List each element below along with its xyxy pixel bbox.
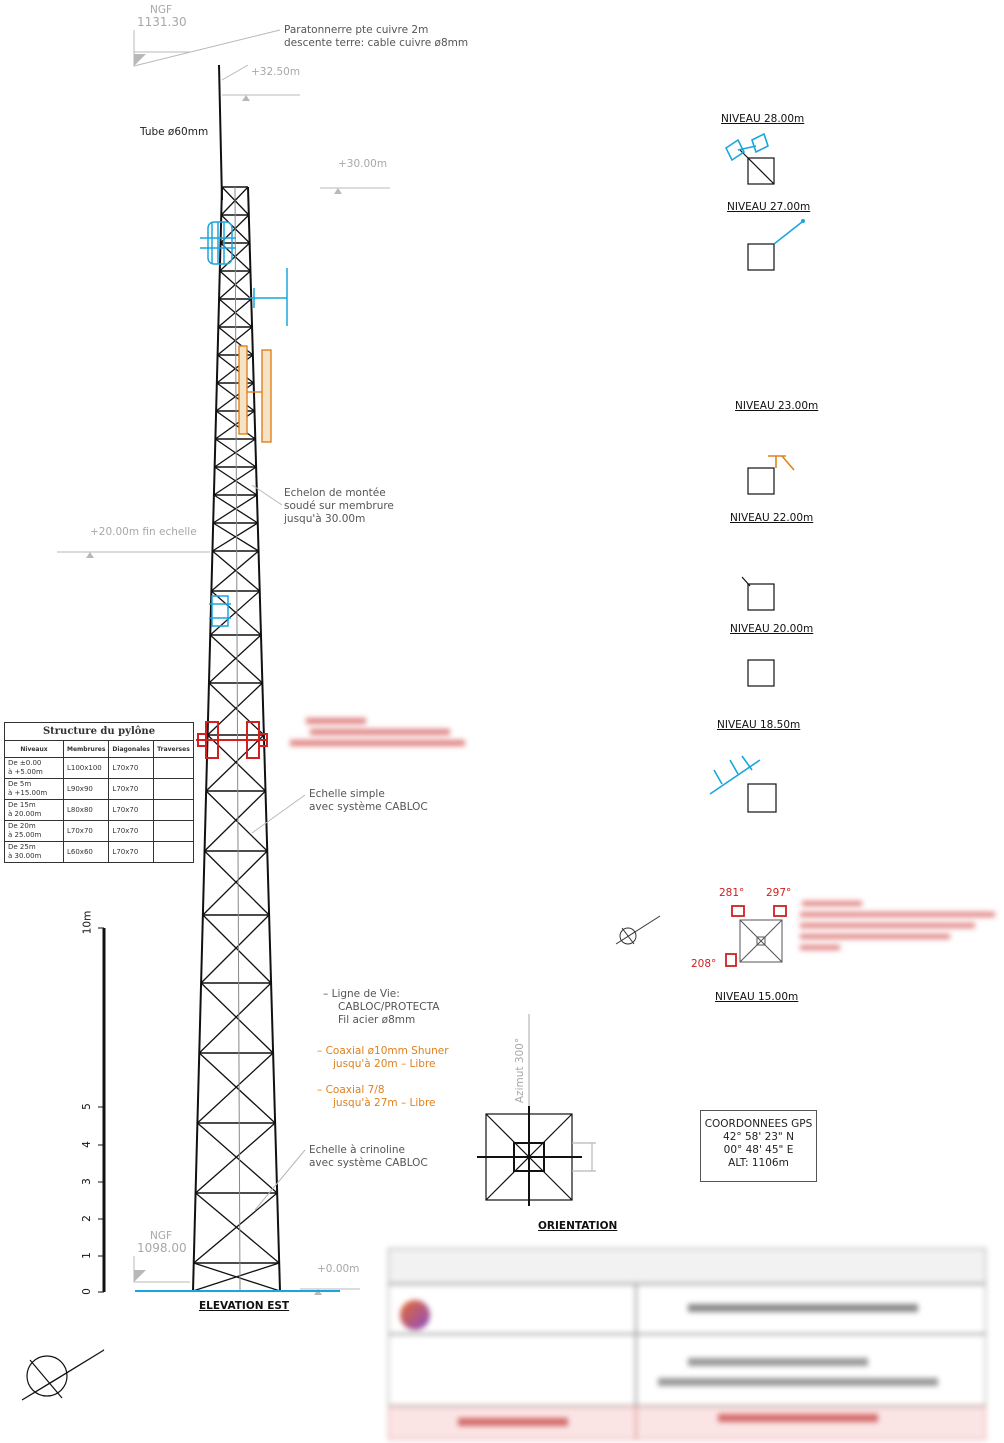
echelle-simple-note-2: avec système CABLOC <box>309 801 428 813</box>
level-title-23: NIVEAU 23.00m <box>735 400 819 412</box>
level-title-20: NIVEAU 20.00m <box>730 623 814 635</box>
table-cell: De 5m à +15.00m <box>5 779 64 800</box>
structure-table <box>4 722 194 863</box>
table-header-cell: Diagonales <box>109 741 154 758</box>
table-cell: L70x70 <box>109 821 154 842</box>
level-32-50: +32.50m <box>251 66 301 78</box>
tower-member <box>206 735 264 791</box>
tower-member <box>210 635 262 683</box>
table-cell: L70x70 <box>109 779 154 800</box>
table-cell: De 25m à 30.00m <box>5 842 64 863</box>
table-header-row <box>5 741 194 758</box>
scale-label-4: 4 <box>80 1141 93 1148</box>
ligne-vie-note-2: CABLOC/PROTECTA <box>338 1001 440 1013</box>
ligne-vie-note-1: – Ligne de Vie: <box>323 988 400 1000</box>
tower-member <box>194 1193 277 1263</box>
tower-member <box>201 915 269 983</box>
plan-n18 <box>710 756 776 812</box>
redacted-note-1 <box>290 716 465 750</box>
plan-n20 <box>748 660 774 686</box>
crinoline-note-2: avec système CABLOC <box>309 1157 428 1169</box>
level-title-27: NIVEAU 27.00m <box>727 201 811 213</box>
coax10-note-2: jusqu'à 20m – Libre <box>333 1058 436 1070</box>
table-cell <box>153 800 193 821</box>
level-20-00: +20.00m fin echelle <box>90 526 197 538</box>
tower-member <box>211 551 258 591</box>
echelle-simple-note-1: Echelle simple <box>309 788 385 800</box>
ngf-bottom-value: 1098.00 <box>137 1241 187 1255</box>
tower-member <box>197 1123 277 1193</box>
tower-member <box>199 1053 275 1123</box>
tower-member <box>210 591 259 635</box>
plan-n23 <box>748 456 794 494</box>
level-0-00: +0.00m <box>317 1263 360 1275</box>
level-markers <box>86 54 342 1295</box>
scale-label-2: 2 <box>80 1215 93 1222</box>
echelon-note-2: soudé sur membrure <box>284 500 394 512</box>
paratonnerre-note-2: descente terre: cable cuivre ø8mm <box>284 37 469 49</box>
table-row <box>5 779 194 800</box>
tower-member <box>196 1123 276 1193</box>
table-cell: L70x70 <box>109 758 154 779</box>
scale-label-3: 3 <box>80 1178 93 1185</box>
gps-altitude: ALT: 1106m <box>728 1157 789 1169</box>
north-arrow-icon <box>22 1350 104 1400</box>
red-antennas <box>196 722 268 758</box>
table-row <box>5 758 194 779</box>
tower-member <box>211 591 261 635</box>
table-header-cell: Membrures <box>64 741 109 758</box>
level-title-22: NIVEAU 22.00m <box>730 512 814 524</box>
table-cell <box>153 842 193 863</box>
plan-n27 <box>748 219 805 270</box>
table-header-cell: Traverses <box>153 741 193 758</box>
table-cell: De ±0.00 à +5.00m <box>5 758 64 779</box>
table-cell <box>153 758 193 779</box>
ngf-top-label: NGF <box>150 4 173 16</box>
tower-member <box>203 915 271 983</box>
t-antenna <box>248 268 287 326</box>
structure-table-caption: Structure du pylône <box>4 722 194 740</box>
cyan-box <box>209 596 231 626</box>
scale-label-1: 1 <box>80 1252 93 1259</box>
north-arrow-small <box>616 916 660 944</box>
tower-member <box>205 791 266 851</box>
level-title-18: NIVEAU 18.50m <box>717 719 801 731</box>
title-block <box>388 1248 986 1440</box>
plan-n28 <box>726 134 774 184</box>
ngf-top-value: 1131.30 <box>137 15 187 29</box>
gps-title: COORDONNEES GPS <box>704 1118 813 1130</box>
elevation-title: ELEVATION EST <box>199 1300 290 1312</box>
tower-member <box>212 551 259 591</box>
table-cell: L70x70 <box>109 800 154 821</box>
gps-latitude: 42° 58' 23" N <box>723 1131 794 1143</box>
tower-member <box>199 983 271 1053</box>
tower-member <box>203 851 267 915</box>
echelon-note-3: jusqu'à 30.00m <box>284 513 366 525</box>
plan-n22 <box>742 577 774 610</box>
tower-member <box>206 791 267 851</box>
coax78-note-1: – Coaxial 7/8 <box>317 1084 385 1096</box>
table-cell: De 20m à 25.00m <box>5 821 64 842</box>
table-row <box>5 821 194 842</box>
gps-longitude: 00° 48' 45" E <box>723 1144 794 1156</box>
orientation-title: ORIENTATION <box>538 1220 618 1232</box>
table-cell: L80x80 <box>64 800 109 821</box>
azimuth-281: 281° <box>719 887 745 899</box>
level-title-28: NIVEAU 28.00m <box>721 113 805 125</box>
tower-member <box>208 735 266 791</box>
table-cell: L60x60 <box>64 842 109 863</box>
paratonnerre-note-1: Paratonnerre pte cuivre 2m <box>284 24 429 36</box>
coax78-note-2: jusqu'à 27m – Libre <box>333 1097 436 1109</box>
level-30-00: +30.00m <box>338 158 388 170</box>
table-header-cell: Niveaux <box>5 741 64 758</box>
tube-note: Tube ø60mm <box>140 126 209 138</box>
table-cell: L70x70 <box>109 842 154 863</box>
tower-member <box>196 1193 280 1263</box>
scale-label-0: 0 <box>80 1288 93 1295</box>
azimuth-208: 208° <box>691 958 717 970</box>
table-cell <box>153 779 193 800</box>
tower-member <box>197 1053 273 1123</box>
tower-member <box>208 683 263 735</box>
table-cell <box>153 821 193 842</box>
tower-member <box>209 635 261 683</box>
plan-n15 <box>726 906 786 966</box>
table-cell: L90x90 <box>64 779 109 800</box>
azimuth-297: 297° <box>766 887 792 899</box>
orientation-plan <box>477 1014 596 1206</box>
tower-member <box>201 983 273 1053</box>
scale-label-5: 5 <box>80 1103 93 1110</box>
level-title-15: NIVEAU 15.00m <box>715 991 799 1003</box>
ligne-vie-note-3: Fil acier ø8mm <box>338 1014 416 1026</box>
azimut-label: Azimut 300° <box>514 1037 527 1104</box>
table-cell: L100x100 <box>64 758 109 779</box>
table-cell: De 15m à 20.00m <box>5 800 64 821</box>
tower-member <box>205 851 270 915</box>
scale-bar <box>98 928 104 1292</box>
lightning-rod <box>219 65 222 200</box>
table-cell: L70x70 <box>64 821 109 842</box>
table-row <box>5 842 194 863</box>
scale-label-10m: 10m <box>81 910 94 935</box>
ngf-bottom-label: NGF <box>150 1230 173 1242</box>
redacted-note-2 <box>800 898 1000 958</box>
crinoline-note-1: Echelle à crinoline <box>309 1144 405 1156</box>
coax10-note-1: – Coaxial ø10mm Shuner <box>317 1045 449 1057</box>
gps-coordinates-box <box>700 1110 817 1182</box>
table-row <box>5 800 194 821</box>
echelon-note-1: Echelon de montée <box>284 487 386 499</box>
